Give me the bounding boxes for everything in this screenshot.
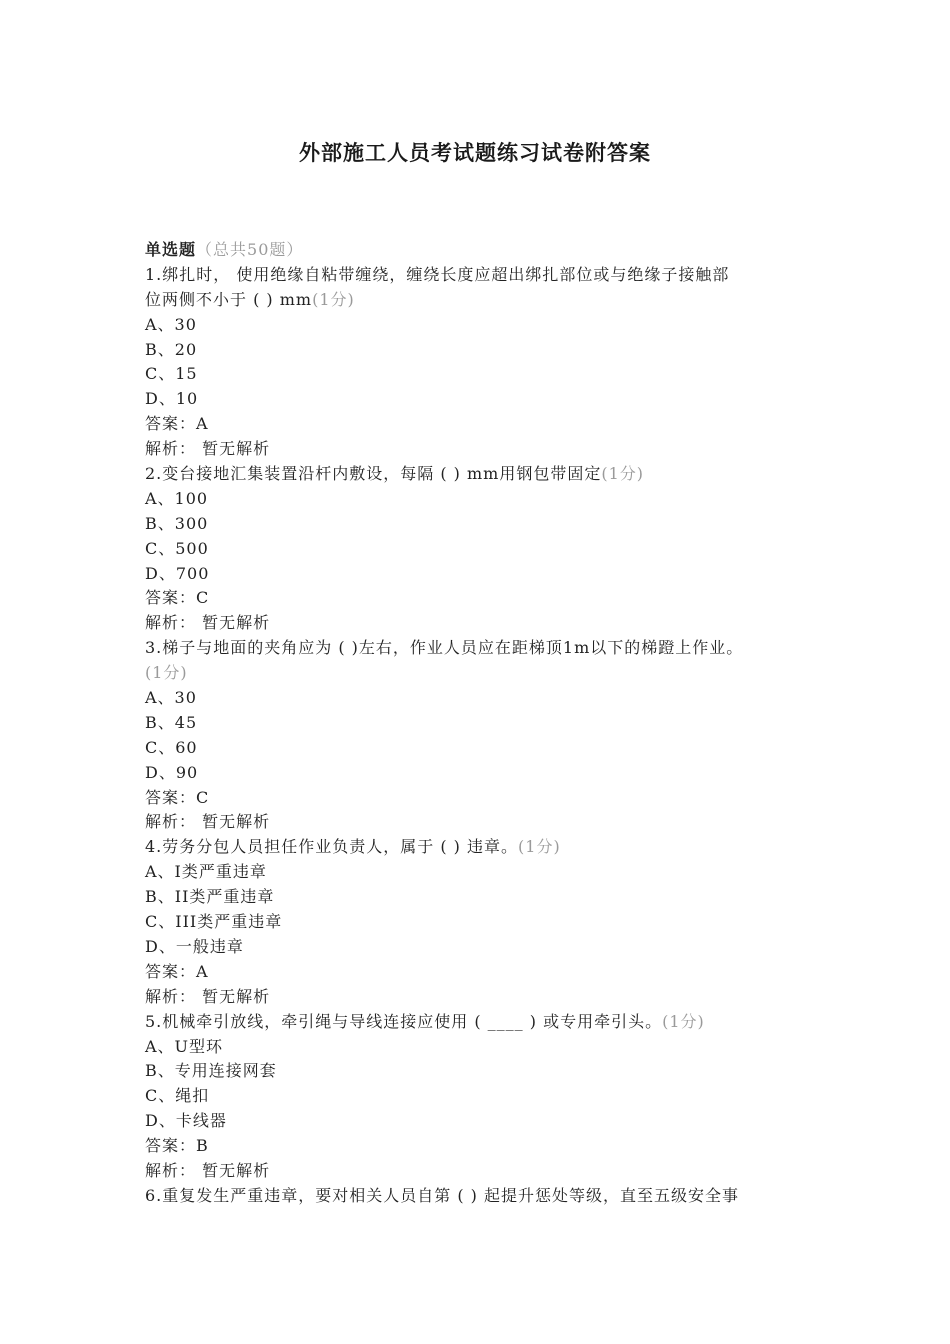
question-score: (1分) — [601, 464, 645, 484]
option: D、10 — [145, 389, 199, 409]
question-4 — [145, 835, 815, 1009]
option: C、60 — [145, 737, 198, 757]
section-header — [145, 238, 815, 263]
analysis: 解析： 暂无解析 — [145, 1160, 271, 1180]
option: A、I类严重违章 — [145, 862, 267, 882]
answer: 答案：B — [145, 1136, 209, 1156]
document-title: 外部施工人员考试题练习试卷附答案 — [299, 140, 651, 165]
question-6 — [145, 1184, 815, 1209]
option: A、30 — [145, 688, 197, 708]
answer: 答案：C — [145, 588, 210, 608]
question-2 — [145, 462, 815, 636]
option: C、III类严重违章 — [145, 912, 283, 932]
question-3 — [145, 636, 815, 835]
section-label: 单选题 — [145, 240, 197, 259]
question-score: (1分) — [312, 289, 355, 309]
question-score: (1分) — [518, 837, 561, 857]
question-score: (1分) — [145, 663, 188, 683]
question-stem: 4.劳务分包人员担任作业负责人，属于 ( ) 违章。(1分) — [145, 837, 561, 857]
question-stem: 位两侧不小于 ( ) mm(1分) — [145, 289, 355, 309]
question-list — [145, 238, 815, 1209]
answer: 答案：A — [145, 961, 209, 981]
option: C、绳扣 — [145, 1086, 210, 1106]
option: A、30 — [145, 314, 197, 334]
question-1 — [145, 263, 815, 462]
answer: 答案：C — [145, 787, 210, 807]
option: C、500 — [145, 538, 209, 558]
question-stem: 1.绑扎时， 使用绝缘自粘带缠绕，缠绕长度应超出绑扎部位或与绝缘子接触部 — [145, 264, 730, 284]
analysis: 解析： 暂无解析 — [145, 439, 271, 459]
option: C、15 — [145, 364, 198, 384]
analysis: 解析： 暂无解析 — [145, 986, 271, 1006]
option: D、700 — [145, 563, 210, 583]
question-5 — [145, 1010, 815, 1184]
section-note: （总共50题） — [196, 240, 304, 259]
question-stem: 2.变台接地汇集装置沿杆内敷设，每隔 ( ) mm用钢包带固定(1分) — [145, 464, 645, 484]
analysis: 解析： 暂无解析 — [145, 812, 271, 832]
option: B、II类严重违章 — [145, 887, 275, 907]
option: A、U型环 — [145, 1036, 224, 1056]
option: A、100 — [145, 488, 209, 508]
option: B、20 — [145, 339, 198, 359]
question-stem: 5.机械牵引放线，牵引绳与导线连接应使用 ( ____ ) 或专用牵引头。(1分) — [145, 1011, 705, 1031]
option: D、一般违章 — [145, 936, 244, 956]
question-score: (1分) — [662, 1011, 705, 1031]
question-stem: 3.梯子与地面的夹角应为 ( )左右，作业人员应在距梯顶1m以下的梯蹬上作业。 — [145, 638, 744, 658]
answer: 答案：A — [145, 414, 209, 434]
option: D、90 — [145, 762, 199, 782]
option: B、45 — [145, 712, 198, 732]
option: B、专用连接网套 — [145, 1061, 277, 1081]
option: B、300 — [145, 513, 209, 533]
option: D、卡线器 — [145, 1111, 227, 1131]
question-stem: 6.重复发生严重违章，要对相关人员自第 ( ) 起提升惩处等级，直至五级安全事 — [145, 1185, 740, 1205]
analysis: 解析： 暂无解析 — [145, 613, 271, 633]
